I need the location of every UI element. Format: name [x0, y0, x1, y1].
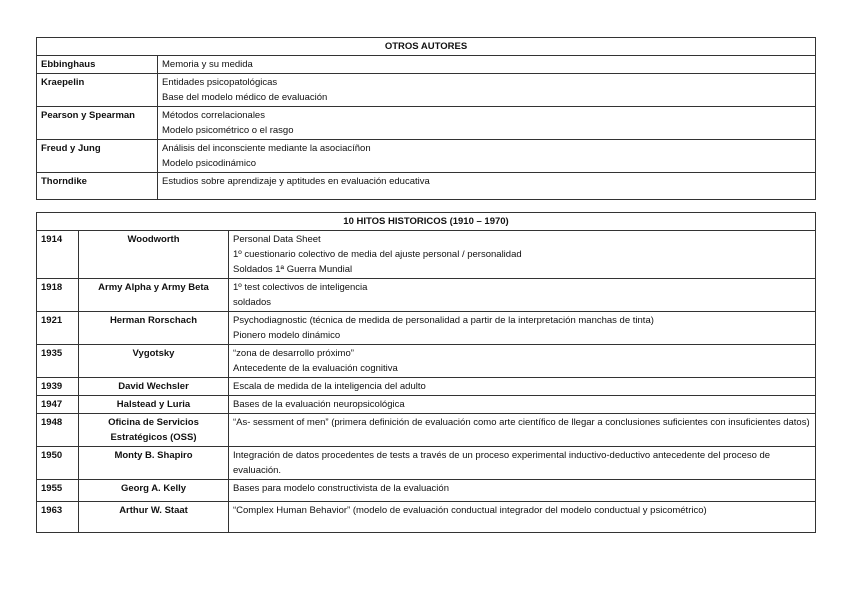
author-cell: Freud y Jung [37, 140, 158, 173]
year-cell: 1935 [37, 345, 79, 378]
year-cell: 1955 [37, 480, 79, 502]
description-cell [229, 502, 816, 533]
author-cell: Ebbinghaus [37, 56, 158, 74]
description-cell [158, 107, 816, 140]
name-cell: Vygotsky [79, 345, 229, 378]
description-line: Métodos correlacionales [162, 110, 265, 121]
name-cell: Halstead y Luria [79, 396, 229, 414]
table-row [37, 378, 816, 396]
description-cell [158, 140, 816, 173]
table-row [37, 231, 816, 279]
table-title: OTROS AUTORES [37, 38, 816, 56]
table-title: 10 HITOS HISTORICOS (1910 – 1970) [37, 213, 816, 231]
description-cell [229, 396, 816, 414]
name-cell: Woodworth [79, 231, 229, 279]
description-line: Escala de medida de la inteligencia del adulto [233, 381, 426, 392]
table-row [37, 502, 816, 533]
description-cell [229, 414, 816, 447]
description-line: Antecedente de la evaluación cognitiva [233, 363, 398, 374]
name-cell: Arthur W. Staat [79, 502, 229, 533]
year-cell: 1914 [37, 231, 79, 279]
description-line: Soldados 1ª Guerra Mundial [233, 264, 353, 275]
description-line: Integración de datos procedentes de tests a través de un proceso experimental inductivo-deductivo antecedente del proceso de evaluación. [233, 450, 771, 476]
description-line: Base del modelo médico de evaluación [162, 92, 328, 103]
description-line: Psychodiagnostic (técnica de medida de personalidad a partir de la interpretación manchas de tinta) [233, 315, 654, 326]
table-row [37, 396, 816, 414]
name-cell: David Wechsler [79, 378, 229, 396]
description-line: Modelo psicométrico o el rasgo [162, 125, 294, 136]
table-row [37, 140, 816, 173]
table-row [37, 74, 816, 107]
description-line: Bases de la evaluación neuropsicológica [233, 399, 405, 410]
description-line: Estudios sobre aprendizaje y aptitudes en evaluación educativa [162, 176, 430, 187]
table-row [37, 414, 816, 447]
description-line: “Complex Human Behavior” (modelo de evaluación conductual integrador del modelo conductual y psicométrico) [233, 505, 707, 516]
otros-autores-table [36, 37, 816, 200]
description-cell [158, 74, 816, 107]
table-row [37, 345, 816, 378]
name-cell: Herman Rorschach [79, 312, 229, 345]
year-cell: 1950 [37, 447, 79, 480]
description-line: Personal Data Sheet [233, 234, 321, 245]
table-row [37, 312, 816, 345]
description-line: “As- sessment of men” (primera definición de evaluación como arte científico de llegar a conclusiones suficientes con insuficientes datos) [233, 417, 810, 428]
description-cell [229, 345, 816, 378]
description-line: soldados [233, 297, 272, 308]
table-row [37, 279, 816, 312]
description-line: Entidades psicopatológicas [162, 77, 278, 88]
description-line: 1º cuestionario colectivo de media del ajuste personal / personalidad [233, 249, 522, 260]
hitos-historicos-table [36, 212, 816, 533]
description-cell [229, 447, 816, 480]
year-cell: 1948 [37, 414, 79, 447]
year-cell: 1939 [37, 378, 79, 396]
description-line: Memoria y su medida [162, 59, 253, 70]
author-cell: Kraepelin [37, 74, 158, 107]
table-row [37, 447, 816, 480]
year-cell: 1921 [37, 312, 79, 345]
description-line: 1º test colectivos de inteligencia [233, 282, 368, 293]
description-cell [229, 231, 816, 279]
description-line: Análisis del inconsciente mediante la asociacíñon [162, 143, 371, 154]
name-cell: Army Alpha y Army Beta [79, 279, 229, 312]
author-cell: Pearson y Spearman [37, 107, 158, 140]
description-cell [158, 173, 816, 200]
description-line: Modelo psicodinámico [162, 158, 256, 169]
description-cell [229, 279, 816, 312]
name-cell: Georg A. Kelly [79, 480, 229, 502]
table-row [37, 107, 816, 140]
table-row [37, 56, 816, 74]
year-cell: 1947 [37, 396, 79, 414]
year-cell: 1963 [37, 502, 79, 533]
description-cell [229, 312, 816, 345]
description-line: Pionero modelo dinámico [233, 330, 341, 341]
name-cell: Monty B. Shapiro [79, 447, 229, 480]
description-cell [229, 480, 816, 502]
description-line: “zona de desarrollo próximo” [233, 348, 354, 359]
description-cell [229, 378, 816, 396]
year-cell: 1918 [37, 279, 79, 312]
description-cell [158, 56, 816, 74]
author-cell: Thorndike [37, 173, 158, 200]
table-row [37, 480, 816, 502]
table-row [37, 173, 816, 200]
name-cell: Oficina de Servicios Estratégicos (OSS) [79, 414, 229, 447]
description-line: Bases para modelo constructivista de la evaluación [233, 483, 449, 494]
